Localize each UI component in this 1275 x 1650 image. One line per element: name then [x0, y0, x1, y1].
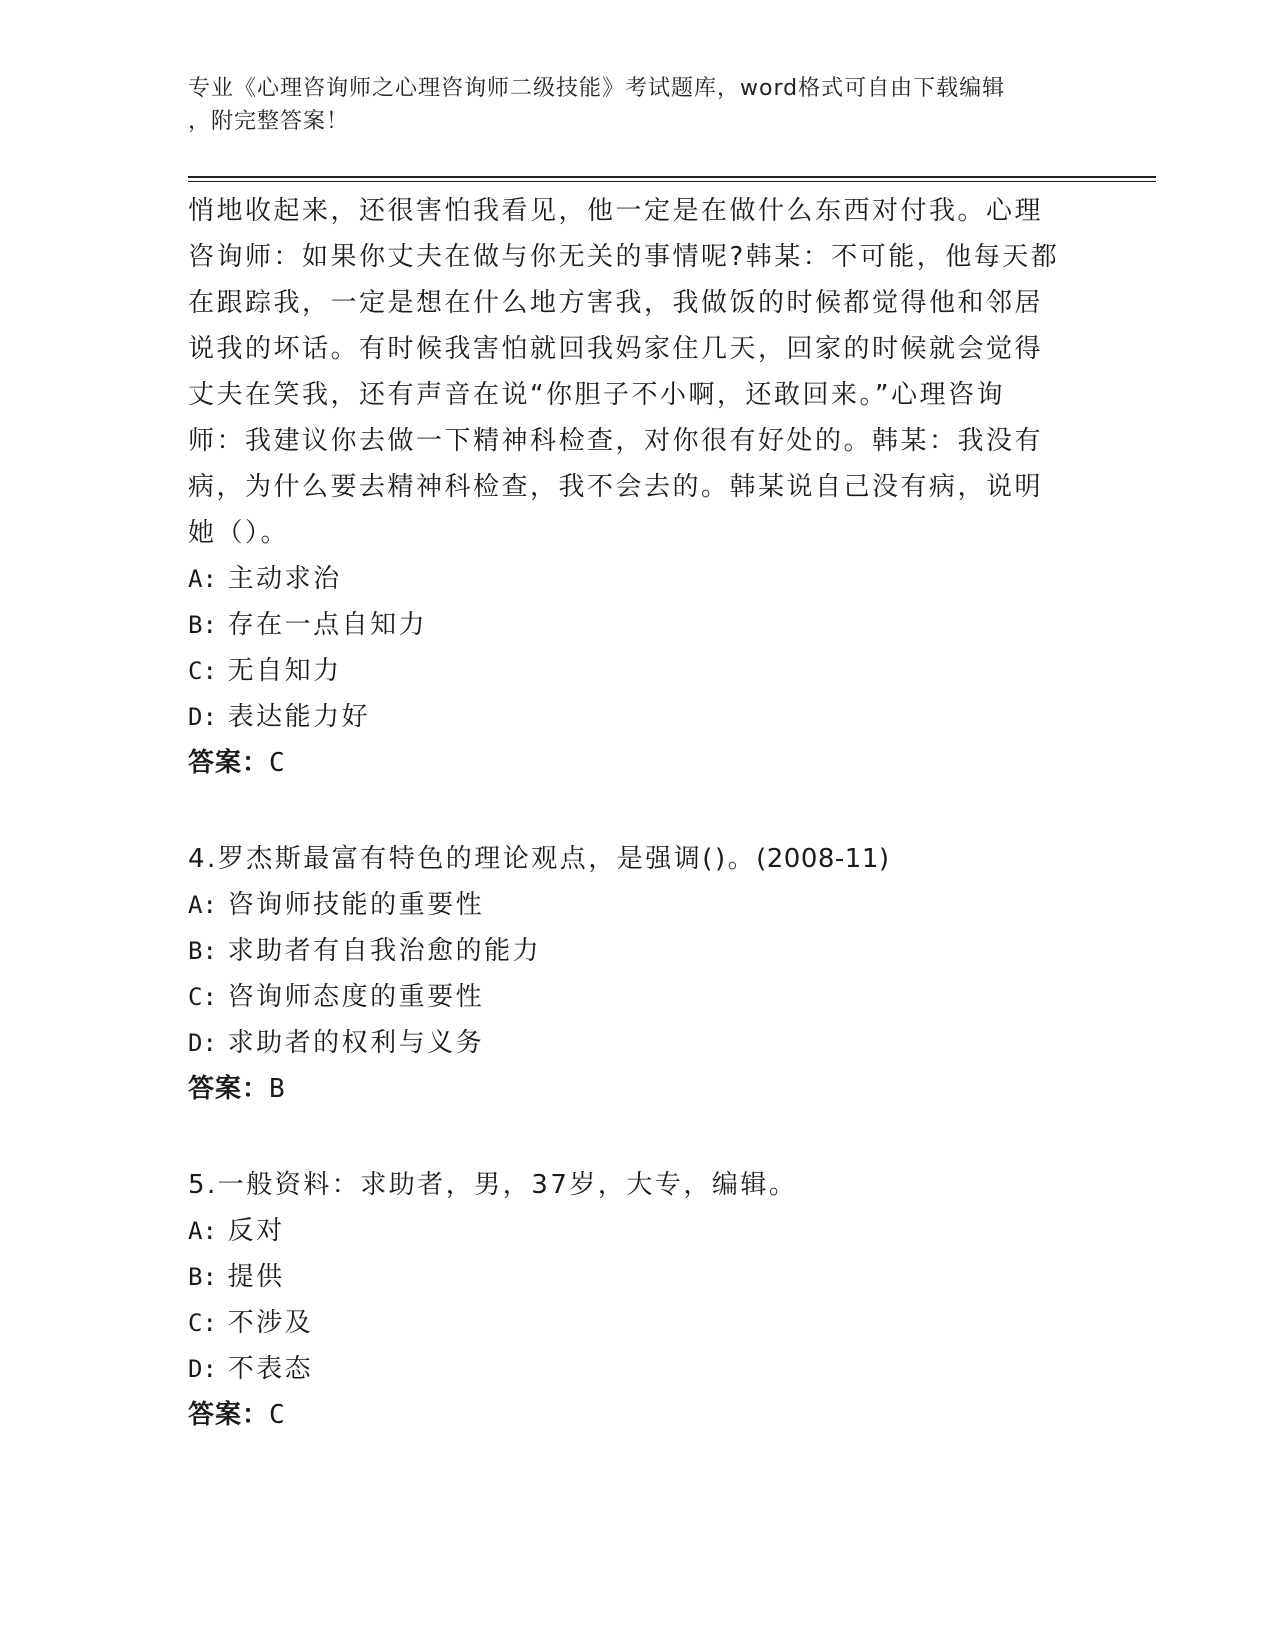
option-c	[188, 648, 1088, 694]
answer-label: 答案：	[188, 1074, 270, 1104]
option-text: 不表态	[227, 1354, 314, 1384]
answer-label: 答案：	[188, 1400, 270, 1430]
option-letter: B:	[188, 611, 217, 639]
page-header	[188, 72, 1078, 138]
option-d	[188, 1346, 1088, 1392]
option-letter: C:	[188, 983, 217, 1011]
option-text: 求助者的权利与义务	[227, 1028, 485, 1058]
option-a	[188, 1208, 1088, 1254]
answer-value: C	[269, 1400, 286, 1430]
option-letter: B:	[188, 937, 217, 965]
option-letter: A:	[188, 565, 217, 593]
question-stem-text: 4.罗杰斯最富有特色的理论观点，是强调()。	[188, 844, 757, 874]
question-stem-text: 5.一般资料：求助者，男，37岁，大专，编辑。	[188, 1170, 798, 1200]
answer-line	[188, 1066, 1088, 1112]
option-text: 提供	[227, 1262, 285, 1292]
question-text-line: 在跟踪我，一定是想在什么地方害我，我做饭的时候都觉得他和邻居	[188, 288, 1044, 318]
option-letter: B:	[188, 1263, 217, 1291]
option-c	[188, 1300, 1088, 1346]
option-text: 主动求治	[227, 564, 342, 594]
option-letter: A:	[188, 1217, 217, 1245]
option-text: 反对	[227, 1216, 285, 1246]
question-text-line: 悄地收起来，还很害怕我看见，他一定是在做什么东西对付我。心理	[188, 196, 1044, 226]
question-text-line: 丈夫在笑我，还有声音在说“你胆子不小啊，还敢回来。”心理咨询	[188, 380, 1005, 410]
question-stem	[188, 1162, 1088, 1208]
option-letter: A:	[188, 891, 217, 919]
answer-line	[188, 1392, 1088, 1438]
option-letter: D:	[188, 1029, 217, 1057]
question-text-line: 咨询师：如果你丈夫在做与你无关的事情呢?韩某：不可能，他每天都	[188, 242, 1060, 272]
question-text-line: 师：我建议你去做一下精神科检查，对你很有好处的。韩某：我没有	[188, 426, 1044, 456]
question-spacer	[188, 786, 1088, 836]
document-body	[188, 188, 1088, 1438]
question-4	[188, 836, 1088, 1112]
header-title-line-2: ，附完整答案！	[188, 109, 350, 134]
answer-line	[188, 740, 1088, 786]
answer-value: C	[269, 748, 286, 778]
option-d	[188, 694, 1088, 740]
answer-value: B	[269, 1074, 286, 1104]
option-a	[188, 556, 1088, 602]
option-text: 存在一点自知力	[227, 610, 428, 640]
option-b	[188, 928, 1088, 974]
option-b	[188, 1254, 1088, 1300]
question-text-line: 说我的坏话。有时候我害怕就回我妈家住几天，回家的时候就会觉得	[188, 334, 1044, 364]
header-divider-thin	[188, 181, 1156, 182]
option-a	[188, 882, 1088, 928]
option-text: 无自知力	[227, 656, 342, 686]
option-letter: D:	[188, 1355, 217, 1383]
option-text: 求助者有自我治愈的能力	[227, 936, 542, 966]
header-title-line-1: 专业《心理咨询师之心理咨询师二级技能》考试题库，word格式可自由下载编辑	[188, 76, 1006, 101]
option-text: 表达能力好	[227, 702, 371, 732]
question-text-line: 病，为什么要去精神科检查，我不会去的。韩某说自己没有病，说明	[188, 472, 1044, 502]
option-text: 不涉及	[227, 1308, 314, 1338]
option-c	[188, 974, 1088, 1020]
answer-label: 答案：	[188, 748, 270, 778]
question-3	[188, 188, 1088, 786]
header-divider-thick	[188, 176, 1156, 178]
option-letter: D:	[188, 703, 217, 731]
question-source: (2008-11)	[756, 844, 890, 874]
option-letter: C:	[188, 657, 217, 685]
option-b	[188, 602, 1088, 648]
option-letter: C:	[188, 1309, 217, 1337]
option-text: 咨询师技能的重要性	[227, 890, 485, 920]
question-spacer	[188, 1112, 1088, 1162]
question-stem	[188, 836, 1088, 882]
question-5	[188, 1162, 1088, 1438]
option-text: 咨询师态度的重要性	[227, 982, 485, 1012]
option-d	[188, 1020, 1088, 1066]
question-text-line: 她（）。	[188, 518, 290, 548]
